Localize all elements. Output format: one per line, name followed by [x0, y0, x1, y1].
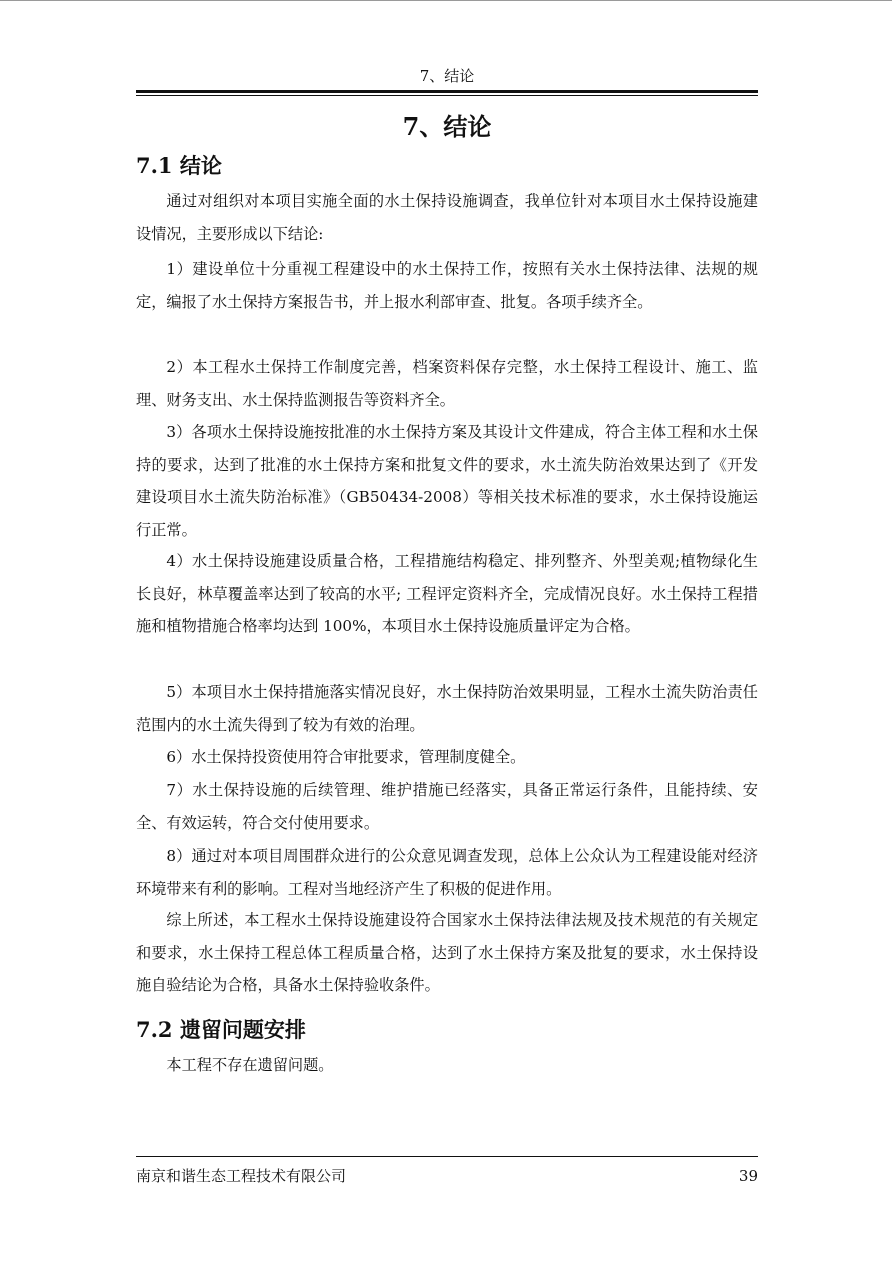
- paragraph-item-8: 8）通过对本项目周围群众进行的公众意见调查发现，总体上公众认为工程建设能对经济环境带来有利的影响。工程对当地经济产生了积极的促进作用。: [136, 847, 758, 898]
- header-rule-thin: [136, 95, 758, 96]
- paragraph-item-4: 4）水土保持设施建设质量合格，工程措施结构稳定、排列整齐、外型美观;植物绿化生长良好，林草覆盖率达到了较高的水平; 工程评定资料齐全，完成情况良好。水土保持工程措施和植物措施合格率均达到 100%，本项目水土保持设施质量评定为合格。: [136, 552, 758, 636]
- paragraph-item-6: 6）水土保持投资使用符合审批要求，管理制度健全。: [166, 748, 526, 766]
- paragraph-item-2: 2）本工程水土保持工作制度完善，档案资料保存完整，水土保持工程设计、施工、监理、财务支出、水土保持监测报告等资料齐全。: [136, 358, 758, 409]
- paragraph-item-7: 7）水土保持设施的后续管理、维护措施已经落实，具备正常运行条件，且能持续、安全、有效运转，符合交付使用要求。: [136, 781, 758, 832]
- paragraph-item-1: 1）建设单位十分重视工程建设中的水土保持工作，按照有关水土保持法律、法规的规定，编报了水土保持方案报告书，并上报水利部审查、批复。各项手续齐全。: [136, 260, 758, 311]
- paragraph-item-3: 3）各项水土保持设施按批准的水土保持方案及其设计文件建成，符合主体工程和水土保持的要求，达到了批准的水土保持方案和批复文件的要求，水土流失防治效果达到了《开发建设项目水土流失防治标准》（GB50434-2008）等相关技术标准的要求，水土保持设施运行正常。: [136, 423, 758, 539]
- footer-rule: [136, 1156, 758, 1157]
- paragraph-remaining-issues: 本工程不存在遗留问题。: [166, 1056, 334, 1074]
- page-top-border: [0, 0, 892, 1]
- chapter-title: 7、结论: [402, 112, 492, 141]
- footer-page-number: 39: [738, 1167, 758, 1185]
- running-header: 7、结论: [419, 67, 475, 85]
- footer-company: 南京和谐生态工程技术有限公司: [136, 1167, 347, 1185]
- header-rule-thick: [136, 90, 758, 93]
- paragraph-item-5: 5）本项目水土保持措施落实情况良好，水土保持防治效果明显，工程水土流失防治责任范围内的水土流失得到了较为有效的治理。: [136, 683, 758, 734]
- paragraph-intro: 通过对组织对本项目实施全面的水土保持设施调查，我单位针对本项目水土保持设施建设情况，主要形成以下结论:: [136, 192, 758, 243]
- section-heading-7-1: 7.1 结论: [136, 153, 222, 178]
- section-heading-7-2: 7.2 遗留问题安排: [136, 1017, 306, 1042]
- paragraph-summary: 综上所述，本工程水土保持设施建设符合国家水土保持法律法规及技术规范的有关规定和要求，水土保持工程总体工程质量合格，达到了水土保持方案及批复的要求，水土保持设施自验结论为合格，具备水土保持验收条件。: [136, 911, 758, 995]
